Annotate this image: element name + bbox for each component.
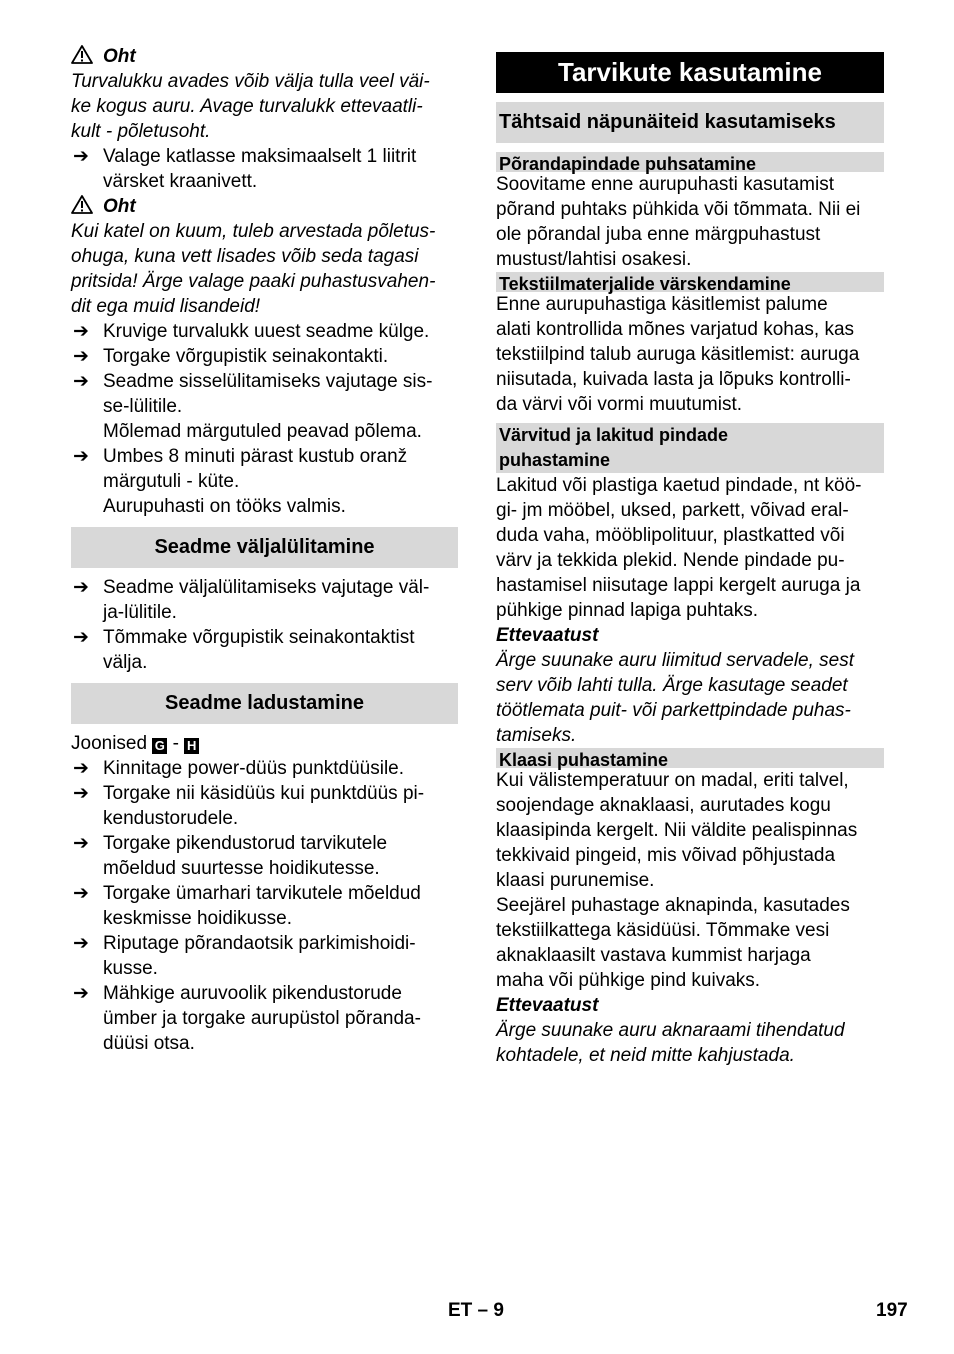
arrow-right-icon: ➔ bbox=[73, 371, 89, 392]
arrow-right-icon: ➔ bbox=[73, 346, 89, 367]
arrow-right-icon: ➔ bbox=[73, 883, 89, 904]
warning-text: Kui katel on kuum, tuleb arvestada põletus- bbox=[71, 221, 436, 242]
warning-heading bbox=[71, 194, 458, 219]
section-heading-tips: Tähtsaid näpunäiteid kasutamiseks bbox=[496, 102, 884, 143]
subsection-heading: Põrandapindade puhsatamine bbox=[496, 152, 884, 172]
footer-section-label: ET – 9 bbox=[448, 1300, 504, 1321]
paragraph-line: klaasi purunemise. bbox=[496, 870, 655, 891]
paragraph-line: Lakitud või plastiga kaetud pindade, nt köö- bbox=[496, 475, 862, 496]
warning-triangle-icon bbox=[71, 195, 93, 214]
instruction-step: ➔ Kinnitage power-düüs punktdüüsile. bbox=[73, 758, 405, 779]
section-heading-store: Seadme ladustamine bbox=[71, 683, 458, 724]
instruction-step: ➔ Torgake pikendustorud tarvikutele mõeldud suurtesse hoidikutesse. bbox=[73, 833, 388, 879]
instruction-step: ➔ Torgake ümarhari tarvikutele mõeldud keskmisse hoidikusse. bbox=[73, 883, 421, 929]
caution-text: serv võib lahti tulla. Ärge kasutage seadet bbox=[496, 675, 848, 696]
arrow-right-icon: ➔ bbox=[73, 833, 89, 854]
instruction-step: ➔ Kruvige turvalukk uuest seadme külge. bbox=[73, 321, 430, 342]
instruction-step: ➔ Tõmmake võrgupistik seinakontaktist välja. bbox=[73, 627, 415, 673]
warning-text: pritsida! Ärge valage paaki puhastusvahen- bbox=[71, 271, 436, 292]
arrow-right-icon: ➔ bbox=[73, 627, 89, 648]
step-note: Mõlemad märgutuled peavad põlema. bbox=[103, 421, 422, 442]
paragraph-line: Seejärel puhastage aknapinda, kasutades bbox=[496, 895, 850, 916]
paragraph-line: mustust/lahtisi osakesi. bbox=[496, 249, 692, 270]
paragraph-line: da värvi või vormi muutumist. bbox=[496, 394, 743, 415]
caution-text: Ärge suunake auru liimitud servadele, sest bbox=[496, 650, 855, 671]
right-column bbox=[496, 44, 884, 1068]
warning-triangle-icon bbox=[71, 45, 93, 64]
arrow-right-icon: ➔ bbox=[73, 933, 89, 954]
paragraph-line: Soovitame enne aurupuhasti kasutamist bbox=[496, 174, 834, 195]
paragraph-line: hastamisel niisutage lappi kergelt auruga ja bbox=[496, 575, 861, 596]
warning-heading bbox=[71, 44, 458, 69]
caution-text: kohtadele, et neid mitte kahjustada. bbox=[496, 1045, 795, 1066]
warning-text: ohuga, kuna vett lisades võib seda tagasi bbox=[71, 246, 419, 267]
section-heading-off: Seadme väljalülitamine bbox=[71, 527, 458, 568]
paragraph-line: niisutada, kuivada lasta ja lõpuks kontrolli- bbox=[496, 369, 851, 390]
subsection-heading: Klaasi puhastamine bbox=[496, 748, 884, 768]
warning-title: Oht bbox=[103, 46, 136, 67]
step-note: Aurupuhasti on tööks valmis. bbox=[103, 496, 346, 517]
paragraph-line: aknaklaasilt vastava kummist harjaga bbox=[496, 945, 811, 966]
arrow-right-icon: ➔ bbox=[73, 146, 89, 167]
caution-text: tamiseks. bbox=[496, 725, 577, 746]
caution-title: Ettevaatust bbox=[496, 625, 599, 646]
paragraph-line: klaasipinda kergelt. Nii väldite pealispinnas bbox=[496, 820, 858, 841]
arrow-right-icon: ➔ bbox=[73, 983, 89, 1004]
instruction-step: ➔ Seadme sisselülitamiseks vajutage sis- se-lülitile. bbox=[73, 371, 433, 417]
paragraph-line: tekstiilpind talub auruga käsitlemist: auruga bbox=[496, 344, 860, 365]
warning-text: dit ega muid lisandeid! bbox=[71, 296, 261, 317]
instruction-step: ➔ Torgake võrgupistik seinakontakti. bbox=[73, 346, 389, 367]
subsection-heading: Tekstiilmaterjalide värskendamine bbox=[496, 272, 884, 292]
paragraph-line: duda vaha, mööblipolituur, plastkatted või bbox=[496, 525, 845, 546]
paragraph-line: Kui välistemperatuur on madal, eriti talvel, bbox=[496, 770, 849, 791]
paragraph-line: ole põrandal juba enne märgpuhastust bbox=[496, 224, 821, 245]
figure-g-badge: G bbox=[152, 738, 167, 754]
instruction-step: ➔ Riputage põrandaotsik parkimishoidi- kusse. bbox=[73, 933, 416, 979]
figures-reference: Joonised G - H bbox=[71, 731, 458, 756]
instruction-step: ➔ Umbes 8 minuti pärast kustub oranž märgutuli - küte. bbox=[73, 446, 408, 492]
paragraph-line: soojendage aknaklaasi, aurutades kogu bbox=[496, 795, 831, 816]
paragraph-line: värv ja tekkida plekid. Nende pindade pu- bbox=[496, 550, 845, 571]
chapter-title: Tarvikute kasutamine bbox=[496, 52, 884, 93]
arrow-right-icon: ➔ bbox=[73, 321, 89, 342]
paragraph-line: alati kontrollida mõnes varjatud kohas, kas bbox=[496, 319, 855, 340]
paragraph-line: tekkivaid pingeid, mis võivad põhjustada bbox=[496, 845, 836, 866]
arrow-right-icon: ➔ bbox=[73, 446, 89, 467]
caution-text: Ärge suunake auru aknaraami tihendatud bbox=[496, 1020, 845, 1041]
paragraph-line: maha või pühkige pind kuivaks. bbox=[496, 970, 761, 991]
arrow-right-icon: ➔ bbox=[73, 758, 89, 779]
paragraph-line: põrand puhtaks pühkida või tõmmata. Nii ei bbox=[496, 199, 861, 220]
instruction-step: ➔ Torgake nii käsidüüs kui punktdüüs pi- kendustorudele. bbox=[73, 783, 425, 829]
arrow-right-icon: ➔ bbox=[73, 783, 89, 804]
paragraph-line: pühkige pinnad lapiga puhtaks. bbox=[496, 600, 758, 621]
caution-title: Ettevaatust bbox=[496, 995, 599, 1016]
paragraph-line: gi- jm mööbel, uksed, parkett, võivad eral- bbox=[496, 500, 849, 521]
paragraph-line: Enne aurupuhastiga käsitlemist palume bbox=[496, 294, 828, 315]
paragraph-line: tekstiilkattega käsidüüsi. Tõmmake vesi bbox=[496, 920, 830, 941]
arrow-right-icon: ➔ bbox=[73, 577, 89, 598]
warning-text: ke kogus auru. Avage turvalukk ettevaatli- bbox=[71, 96, 423, 117]
figure-h-badge: H bbox=[184, 738, 199, 754]
instruction-step: ➔ Valage katlasse maksimaalselt 1 liitrit värsket kraanivett. bbox=[73, 146, 417, 192]
instruction-step: ➔ Seadme väljalülitamiseks vajutage väl- ja-lülitile. bbox=[73, 577, 430, 623]
left-column bbox=[71, 44, 458, 1056]
warning-text: Turvalukku avades võib välja tulla veel väi- bbox=[71, 71, 430, 92]
subsection-heading: Värvitud ja lakitud pindade puhastamine bbox=[496, 423, 884, 473]
instruction-step: ➔ Mähkige auruvoolik pikendustorude ümber ja torgake aurupüstol põranda- düüsi otsa. bbox=[73, 983, 421, 1054]
warning-text: kult - põletusoht. bbox=[71, 121, 211, 142]
page-number: 197 bbox=[876, 1300, 908, 1321]
caution-text: töötlemata puit- või parkettpindade puhas- bbox=[496, 700, 851, 721]
warning-title: Oht bbox=[103, 196, 136, 217]
